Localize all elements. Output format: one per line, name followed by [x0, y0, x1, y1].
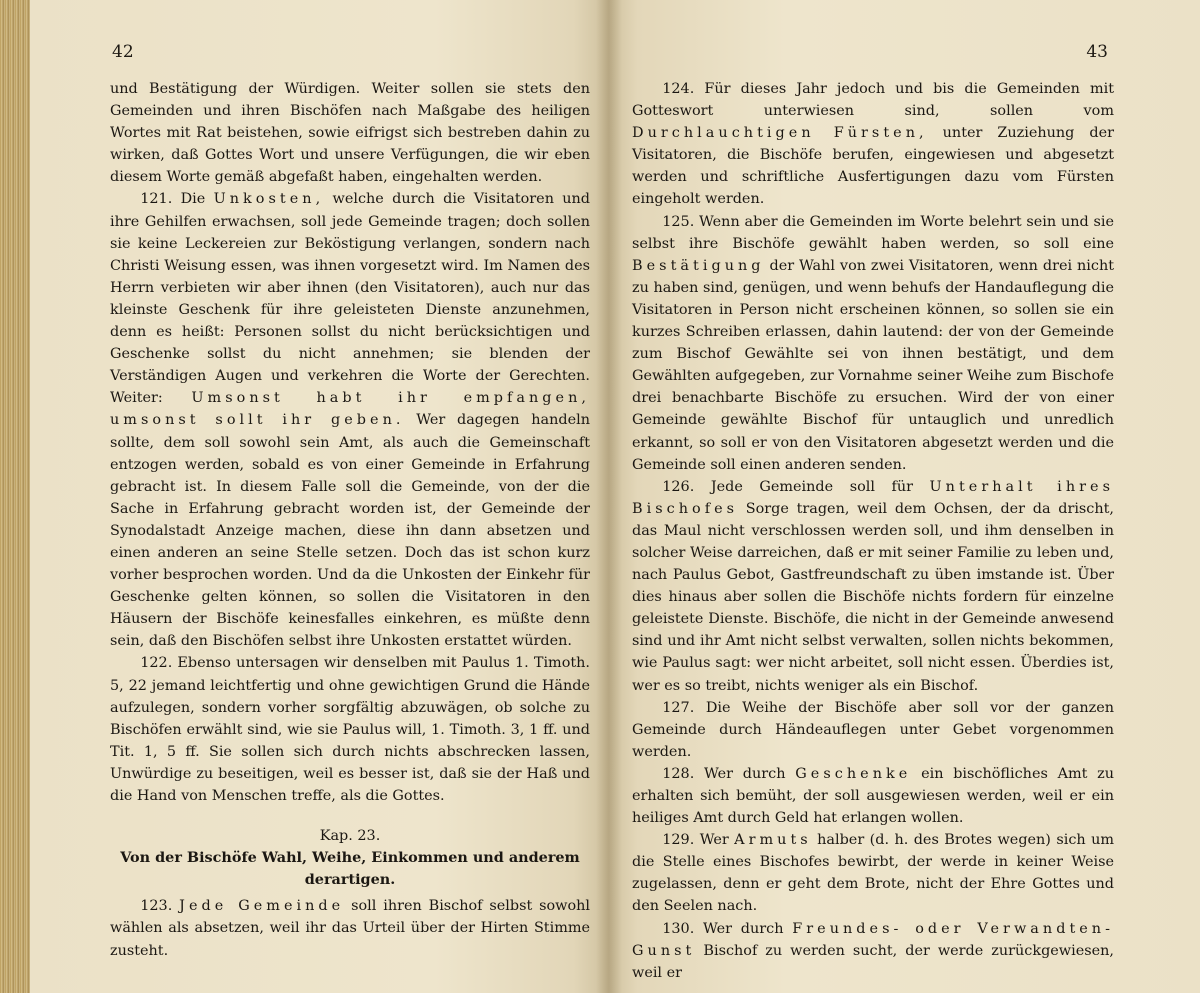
- paragraph-121: [110, 188, 590, 652]
- paragraph-121-text-1: welche durch die Visitatoren und ihre Gehilfen erwachsen, soll jede Gemeinde tragen; doch sollen sie keine Leckereien zur Beköstigung verlangen, sondern nach Christi Weisung essen, was ihnen vorgesetzt wird. Im Namen des Herrn verbieten wir aber ihnen (den Visitatoren), auch nur das kleinste Geschenk für ihre geleisteten Dienste anzunehmen, denn es heißt: Personen sollst du nicht berücksichtigen und Geschenke sollst du nicht annehmen; sie blenden der Verständigen Augen und verkehren die Worte der Gerechten. Weiter:: [110, 191, 591, 407]
- paragraph-124-text-2: unter Zuziehung der Visitatoren, die Bischöfe berufen, eingewiesen und abgesetzt werden und schriftliche Ausfertigungen dazu vom Fürsten eingeholt werden.: [632, 125, 1114, 208]
- paragraph-continuation: und Bestätigung der Würdigen. Weiter sollen sie stets den Gemeinden und ihren Bischöfen nach Maßgabe des heiligen Wortes mit Rat beistehen, sowie eifrigst sich bestreben dahin zu wirken, daß Gottes Wort und unsere Verfügungen, die wir eben diesem Worte gemäß abgefaßt haben, eingehalten werden.: [110, 81, 590, 186]
- paragraph-123: [110, 895, 590, 961]
- paragraph-126: [632, 476, 1114, 697]
- paragraph-129: [632, 829, 1114, 917]
- paragraph-124-text-1: 124. Für dieses Jahr jedoch und bis die Gemeinden mit Gotteswort unterwiesen sind, sollen vom: [632, 81, 1114, 120]
- paragraph-121-text-2: Wer dagegen handeln sollte, dem soll sowohl sein Amt, als auch die Gemeinschaft entzogen werden, sobald es von einer Gemeinde in Erfahrung gebracht ist. In diesem Falle soll die Gemeinde, von der die Sache in Erfahrung gebracht worden ist, der Gemeinde der Synodalstadt Anzeige machen, diese ihn dann absetzen und einen anderen an seine Stelle setzen. Doch das ist schon kurz vorher besprochen worden. Und da die Unkosten der Einkehr für Geschenke gelten können, so sollen die Visitatoren in den Häusern der Bischöfe keinesfalles einkehren, es müßte denn sein, daß den Bischöfen selbst ihre Unkosten erstattet würden.: [110, 412, 590, 650]
- paragraph-129-text-2: halber (d. h. des Brotes wegen) sich um die Stelle eines Bischofes bewirbt, der werde in keiner Weise zugelassen, denn er geht dem Brote, nicht der Ehre Gottes und den Seelen nach.: [632, 832, 1115, 915]
- chapter-heading: [110, 825, 590, 891]
- page-edge-stack: [0, 0, 30, 993]
- right-page: [608, 0, 1200, 993]
- paragraph-127: 127. Die Weihe der Bischöfe aber soll vor der ganzen Gemeinde durch Händeauflegen unter Gebet vorgenommen werden.: [632, 699, 1114, 760]
- paragraph-130: [632, 918, 1114, 984]
- paragraph-123-number: 123.: [140, 898, 173, 915]
- paragraph-128-text-2: ein bischöfliches Amt zu erhalten sich bemüht, der soll ausgewiesen werden, weil er ein heiliges Amt durch Geld hat erlangen wollen.: [632, 765, 1115, 827]
- paragraph-129-emphasis: Armuts: [734, 832, 812, 849]
- left-page-text: [110, 78, 590, 962]
- paragraph-125-text-1: 125. Wenn aber die Gemeinden im Worte belehrt sein und sie selbst ihre Bischöfe gewählt haben werden, so soll eine: [632, 213, 1114, 252]
- paragraph-122: 122. Ebenso untersagen wir denselben mit Paulus 1. Timoth. 5, 22 jemand leichtfertig und ohne gewichtigen Grund die Hände aufzulegen, sondern vorher sorgfältig abzuwägen, ob solche zu Bischöfen erwählt sind, wie sie Paulus will, 1. Timoth. 3, 1 ff. und Tit. 1, 5 ff. Sie sollen sich durch nichts abschrecken lassen, Unwürdige zu beseitigen, weil es besser ist, daß sie der Haß und die Hand von Menschen treffe, als die Gottes.: [110, 655, 590, 804]
- paragraph-128: [632, 763, 1114, 829]
- paragraph-124-emphasis: Durchlauchtigen Fürsten,: [632, 125, 928, 142]
- paragraph-125-text-2: der Wahl von zwei Visitatoren, wenn drei nicht zu haben sind, genügen, und wenn behufs der Handauflegung die Visitatoren in Person nicht erscheinen können, so sollen sie ein kurzes Schreiben erlassen, dahin lautend: der von der Gemeinde zum Bischof Gewählte sei von ihnen bestätigt, und dem Gewählten aufgegeben, zur Vornahme seiner Weihe zum Bischofe drei benachbarte Bischöfe zu ersuchen. Wird der von einer Gemeinde gewählte Bischof für untauglich und unredlich erkannt, so soll er von den Visitatoren abgesetzt werden und die Gemeinde soll einen anderen senden.: [632, 257, 1114, 473]
- paragraph-128-text-1: 128. Wer durch: [662, 765, 786, 782]
- paragraph-121-emphasis-2: Umsonst habt ihr empfangen, umsonst sollt ihr geben.: [110, 390, 591, 429]
- paragraph-126-emphasis: Unterhalt ihres Bischofes: [632, 478, 1114, 517]
- paragraph-124: [632, 78, 1114, 211]
- paragraph-126-text-1: 126. Jede Gemeinde soll für: [662, 478, 913, 495]
- paragraph-130-emphasis: Freundes- oder Verwandten-Gunst: [632, 920, 1115, 959]
- chapter-title: Von der Bischöfe Wahl, Weihe, Einkommen und anderem derartigen.: [120, 849, 580, 889]
- paragraph-126-text-2: Sorge tragen, weil dem Ochsen, der da drischt, das Maul nicht verschlossen werden soll, und ihm denselben in solcher Weise darreichen, daß er mit seiner Familie zu leben und, nach Paulus Gebot, Gastfreundschaft zu üben imstande ist. Über dies hinaus aber sollen die Bischöfe nichts fordern für einzelne geleistete Dienste. Bischöfe, die nicht in der Gemeinde anwesend sind und ihr Amt nicht selbst verwalten, sollen nichts bekommen, wie Paulus sagt: wer nicht arbeitet, soll nicht essen. Überdies ist, wer es so treibt, nichts weniger als ein Bischof.: [632, 500, 1114, 694]
- paragraph-130-text-2: Bischof zu werden sucht, der werde zurückgewiesen, weil er: [632, 942, 1114, 981]
- paragraph-130-text-1: 130. Wer durch: [662, 920, 784, 937]
- paragraph-121-emphasis-1: Unkosten,: [213, 191, 325, 208]
- paragraph-125: [632, 211, 1114, 476]
- paragraph-128-emphasis: Geschenke: [795, 765, 912, 782]
- paragraph-129-text-1: 129. Wer: [662, 832, 729, 849]
- paragraph-121-number: 121. Die: [140, 191, 206, 208]
- left-page: [30, 0, 608, 993]
- right-page-text: [632, 78, 1114, 984]
- page-number-left: 42: [112, 42, 134, 62]
- paragraph-123-text: soll ihren Bischof selbst sowohl wählen als absetzen, weil ihr das Urteil über der Hirten Stimme zusteht.: [110, 898, 591, 959]
- page-number-right: 43: [1086, 42, 1108, 62]
- paragraph-125-emphasis: Bestätigung: [632, 257, 765, 274]
- book-gutter: [596, 0, 622, 993]
- chapter-number: Kap. 23.: [319, 828, 381, 845]
- paragraph-123-emphasis: Jede Gemeinde: [179, 898, 345, 915]
